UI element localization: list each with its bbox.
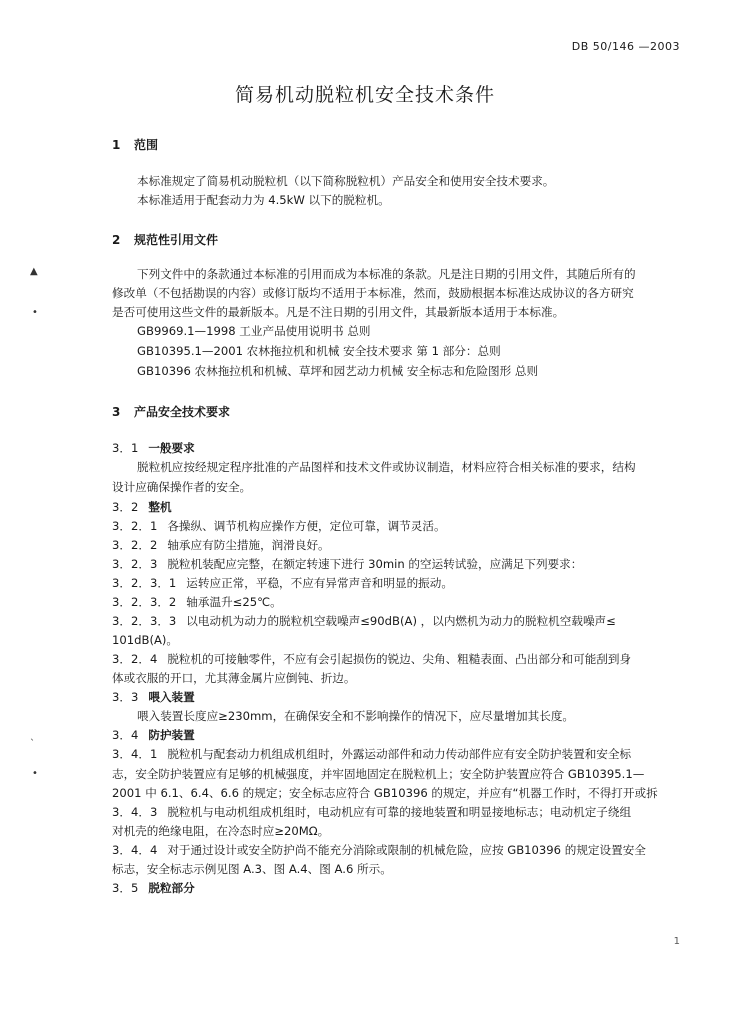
clause-3-2-2 xyxy=(112,537,330,553)
clause-number: 3．2．1 xyxy=(112,519,158,533)
clause-3-2-3-2 xyxy=(112,594,282,610)
section-number: 1 xyxy=(112,138,121,152)
clause-3-2-3-1 xyxy=(112,575,453,591)
clause-3-4-1 xyxy=(112,746,631,762)
clause-text: 对于通过设计或安全防护尚不能充分消除或限制的机械危险，应按 GB10396 的规定设置安全 xyxy=(167,843,646,857)
section-heading-3 xyxy=(112,403,230,420)
clause-text: 脱粒机的可接触零件，不应有会引起损伤的锐边、尖角、粗糙表面、凸出部分和可能刮到身 xyxy=(167,652,632,666)
page-number: 1 xyxy=(673,936,680,947)
section-title: 范围 xyxy=(134,138,159,152)
clause-title: 整机 xyxy=(148,500,172,514)
clause-heading-3-5 xyxy=(112,880,195,896)
clause-text-continued: 志，安全防护装置应有足够的机械强度，并牢固地固定在脱粒机上；安全防护装置应符合 GB10395.1— xyxy=(112,767,645,781)
clause-heading-3-1 xyxy=(112,440,195,456)
clause-3-2-3-3 xyxy=(112,613,616,629)
clause-text: 各操纵、调节机构应操作方便，定位可靠，调节灵活。 xyxy=(167,519,446,533)
clause-text-continued: 2001 中 6.1、6.4、6.6 的规定；安全标志应符合 GB10396 的规定，并应有“机器工作时，不得打开或拆 xyxy=(112,786,658,800)
margin-mark: • xyxy=(32,768,38,779)
section-title: 规范性引用文件 xyxy=(134,233,219,247)
clause-number: 3．5 xyxy=(112,881,139,895)
margin-mark: ˎ xyxy=(30,730,35,741)
clause-3-2-3 xyxy=(112,556,582,572)
reference-item: GB10396 农林拖拉机和机械、草坪和园艺动力机械 安全标志和危险图形 总则 xyxy=(137,364,539,378)
clause-text: 喂入装置长度应≥230mm，在确保安全和不影响操作的情况下，应尽量增加其长度。 xyxy=(137,709,575,723)
clause-title: 喂入装置 xyxy=(148,690,195,704)
clause-text: 以电动机为动力的脱粒机空载噪声≤90dB(A) ，以内燃机为动力的脱粒机空载噪声≤ xyxy=(186,614,616,628)
section-number: 2 xyxy=(112,233,121,247)
section-heading-1 xyxy=(112,136,158,153)
scope-paragraph-2: 本标准适用于配套动力为 4.5kW 以下的脱粒机。 xyxy=(137,193,390,207)
clause-number: 3．2 xyxy=(112,500,139,514)
standard-code: DB 50/146 —2003 xyxy=(571,40,680,53)
clause-text: 脱粒机与配套动力机组成机组时，外露运动部件和动力传动部件应有安全防护装置和安全标 xyxy=(167,747,632,761)
section-title: 产品安全技术要求 xyxy=(134,405,231,419)
margin-mark: • xyxy=(32,307,38,318)
clause-heading-3-2 xyxy=(112,499,172,515)
clause-text: 运转应正常，平稳，不应有异常声音和明显的振动。 xyxy=(186,576,453,590)
refs-intro-line-2: 修改单（不包括勘误的内容）或修订版均不适用于本标准，然而，鼓励根据本标准达成协议的各方研究 xyxy=(112,286,634,300)
clause-number: 3．4．4 xyxy=(112,843,158,857)
clause-heading-3-3 xyxy=(112,689,195,705)
clause-3-2-1 xyxy=(112,518,446,534)
clause-title: 脱粒部分 xyxy=(148,881,195,895)
margin-mark: ▲ xyxy=(30,266,38,277)
reference-item: GB9969.1—1998 工业产品使用说明书 总则 xyxy=(137,324,371,338)
clause-text-continued: 101dB(A)。 xyxy=(112,633,179,647)
clause-text: 脱粒机应按经规定程序批准的产品图样和技术文件或协议制造，材料应符合相关标准的要求，结构 xyxy=(137,460,636,474)
clause-number: 3．4．3 xyxy=(112,805,158,819)
section-number: 3 xyxy=(112,405,121,419)
clause-3-4-3 xyxy=(112,804,631,820)
clause-number: 3．2．4 xyxy=(112,652,158,666)
refs-intro-line-1: 下列文件中的条款通过本标准的引用而成为本标准的条款。凡是注日期的引用文件，其随后所有的 xyxy=(137,267,636,281)
clause-text: 轴承应有防尘措施，润滑良好。 xyxy=(167,538,330,552)
reference-item: GB10395.1—2001 农林拖拉机和机械 安全技术要求 第 1 部分：总则 xyxy=(137,344,501,358)
clause-3-4-4 xyxy=(112,842,646,858)
clause-title: 一般要求 xyxy=(148,441,195,455)
clause-text: 脱粒机与电动机组成机组时，电动机应有可靠的接地装置和明显接地标志；电动机定子绕组 xyxy=(167,805,632,819)
scope-paragraph-1: 本标准规定了简易机动脱粒机（以下简称脱粒机）产品安全和使用安全技术要求。 xyxy=(137,174,555,188)
clause-3-2-4 xyxy=(112,651,631,667)
clause-number: 3．2．3．1 xyxy=(112,576,177,590)
clause-text: 脱粒机装配应完整，在额定转速下进行 30min 的空运转试验，应满足下列要求： xyxy=(167,557,583,571)
clause-number: 3．2．3．3 xyxy=(112,614,177,628)
clause-text-continued: 对机壳的绝缘电阻，在冷态时应≥20MΩ。 xyxy=(112,824,330,838)
clause-title: 防护装置 xyxy=(148,728,195,742)
clause-number: 3．2．2 xyxy=(112,538,158,552)
clause-number: 3．4．1 xyxy=(112,747,158,761)
clause-number: 3．2．3 xyxy=(112,557,158,571)
clause-number: 3．2．3．2 xyxy=(112,595,177,609)
clause-heading-3-4 xyxy=(112,727,195,743)
clause-text-continued: 标志，安全标志示例见图 A.3、图 A.4、图 A.6 所示。 xyxy=(112,862,392,876)
refs-intro-line-3: 是否可使用这些文件的最新版本。凡是不注日期的引用文件，其最新版本适用于本标准。 xyxy=(112,305,565,319)
document-title: 简易机动脱粒机安全技术条件 xyxy=(234,84,495,106)
clause-text-continued: 体或衣服的开口，尤其薄金属片应倒钝、折边。 xyxy=(112,671,356,685)
clause-text: 设计应确保操作者的安全。 xyxy=(112,480,252,494)
section-heading-2 xyxy=(112,231,218,248)
clause-number: 3．3 xyxy=(112,690,139,704)
clause-number: 3．1 xyxy=(112,441,139,455)
clause-number: 3．4 xyxy=(112,728,139,742)
clause-text: 轴承温升≤25℃。 xyxy=(186,595,282,609)
